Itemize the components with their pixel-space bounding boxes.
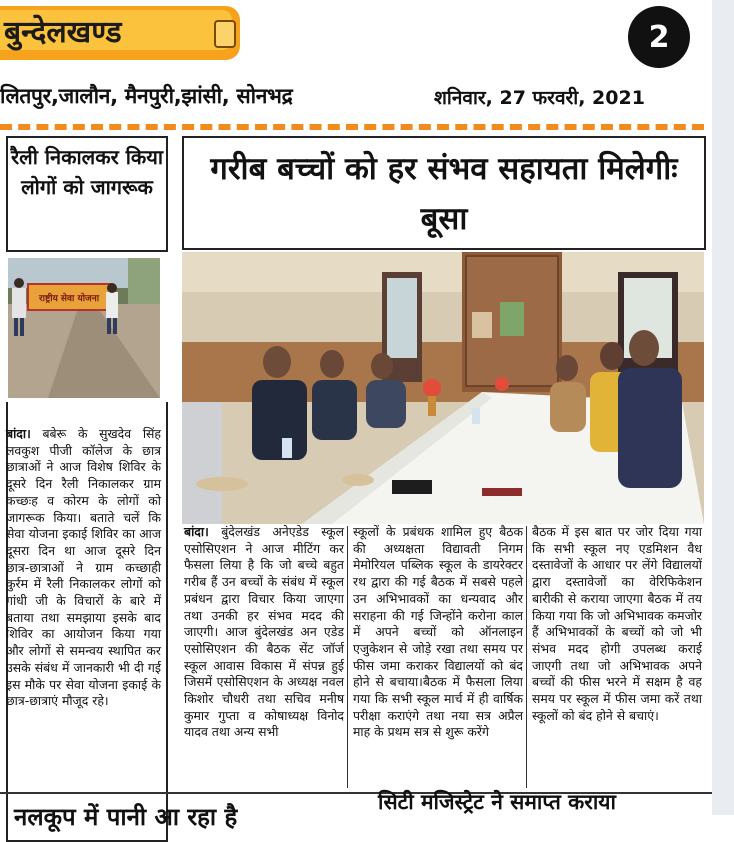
page-margin: [712, 0, 734, 815]
rally-photo: [8, 258, 160, 398]
edition-cities: लितपुर,जालौन, मैनपुरी,झांसी, सोनभद्र: [0, 84, 293, 108]
column-divider: [347, 526, 348, 788]
main-story-col-3: बैठक में इस बात पर जोर दिया गया कि सभी स्कूल नए एडमिशन वैध दस्तावेजों के आधार पर लेंगे विद्यालयों द्वारा दस्तावेजों का वेरिफिकेशन बारीकी से कराया जाएगा बैठक में तय किया गया कि जो अभिभावक कमजोर हैं अभिभावकों के बच्चों को जो भी संभव मदद होगी उपलब्ध कराई जाएगी तथा जो अभिभावक अपने बच्चों की फीस भरने में सक्षम है वह समय पर स्कूल में फीस जमा करें तथा स्कूलों को बंद होने से बचाएं।: [532, 524, 702, 723]
main-story-col-1: [184, 524, 344, 741]
next-story-headline: सिटी मजिस्ट्रेट ने समाप्त कराया: [378, 790, 616, 814]
left-story-text: बबेरू के सुखदेव सिंह लवकुश पीजी कॉलेज के छात्र छात्राओं ने आज विशेष शिविर के दूसरे दिन रैली निकालकर ग्राम कच्छःह व कोरम के लोगों को जागरूक किया। बताते चलें कि सेवा योजना इकाई शिविर का आज दूसरा दिन था आज दूसरे दिन छात्र-छात्राओं ने ग्राम कच्छाही कुर्रम में रैली निकालकर लोगों को गांधी जी के विचारों के बारे में बताया तथा समझाया इसके बाद शिविर का आयोजन किया गया और लोगों से समन्वय स्थापित कर उसके संबंध में जानकारी भी दी गई इस मौके पर सेवा योजना इकाई के छात्र-छात्राएं मौजूद रहे।: [6, 426, 161, 709]
left-story-dateline: बांदा।: [6, 426, 31, 441]
left-headline-box: [6, 136, 168, 252]
page-number-badge: 2: [628, 6, 690, 68]
battery-cap-icon: [214, 20, 236, 48]
left-story-body: [6, 426, 161, 710]
main-headline-box: [182, 136, 706, 250]
meeting-photo-illustration: [182, 252, 704, 524]
main-story-dateline: बांदा।: [184, 524, 209, 539]
orange-dashed-rule: [0, 124, 704, 130]
issue-date: शनिवार, 27 फरवरी, 2021: [434, 87, 645, 109]
left-story-headline: रैली निकालकर किया लोगों को जागरूक: [10, 145, 164, 199]
bottom-rule: [0, 792, 734, 794]
main-story-col-2: स्कूलों के प्रबंधक शामिल हुए बैठक की अध्यक्षता विद्यावती निगम मेमोरियल पब्लिक स्कूल के डायरेक्टर रथ द्वारा की गई बैठक में सबसे पहले उन अभिभावकों का धन्यवाद और सराहना की गई जिन्होंने करोना काल में अपने बच्चों को ऑनलाइन एजुकेशन से जोड़े रखा तथा समय पर फीस जमा कराकर विद्यालयों को बंद होने से बचाया।बैठक में फैसला लिया गया कि सभी स्कूल मार्च में ही वार्षिक परीक्षा कराएंगे तथा नया सत्र अप्रैल माह के प्रथम सत्र से शुरू करेंगे: [353, 524, 523, 740]
meeting-photo: [182, 252, 704, 524]
main-headline: गरीब बच्चों को हर संभव सहायता मिलेगीः बूसा: [210, 151, 678, 237]
banner-text: राष्ट्रीय सेवा योजना: [38, 294, 100, 304]
rally-photo-illustration: [8, 258, 160, 398]
masthead-title: बुन्देलखण्ड: [4, 15, 122, 50]
column-divider: [526, 526, 527, 788]
next-story-headline-left: नलकूप में पानी आ रहा है: [14, 803, 238, 831]
main-story-col-1-text: बुंदेलखंड अनेएडेड स्कूल एसोसिएशन ने आज मीटिंग कर फैसला लिया है कि जो बच्चे बहुत गरीब हैं उन बच्चों के संबंध में स्कूल प्रबंधन द्वारा विचार किया जाएगा तथा उनकी हर संभव मदद की जाएगी। आज बुंदेलखंड अन एडेड एसोसिएशन की बैठक सेंट जॉर्ज स्कूल आवास विकास में संपन्न हुई जिसमें एसोसिएशन के अध्यक्ष नवल किशोर चौधरी तथा सचिव मनीष कुमार गुप्ता व कोषाध्यक्ष विनोद यादव तथा अन्य सभी: [184, 524, 344, 740]
